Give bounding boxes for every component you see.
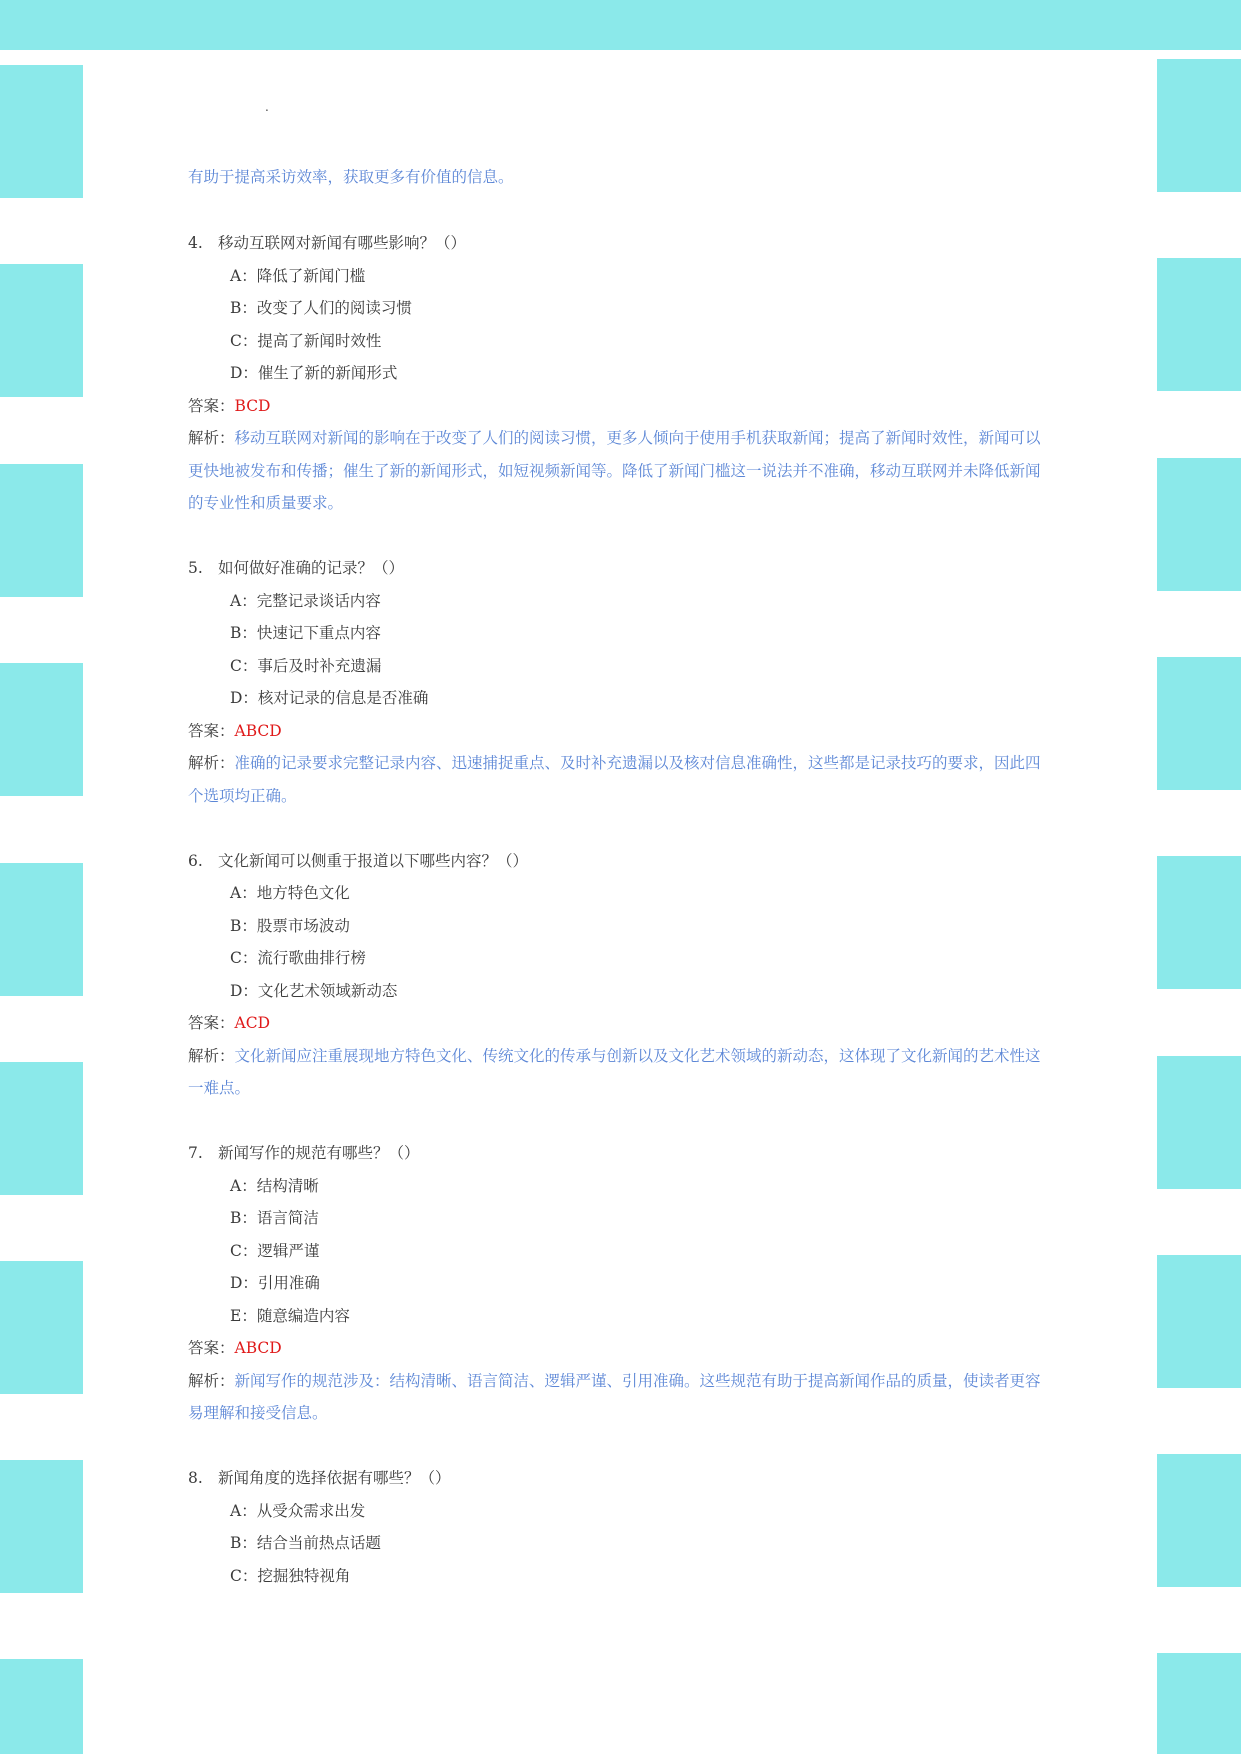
- question-text: 新闻角度的选择依据有哪些？（）: [218, 1469, 451, 1487]
- answer-label: 答案：: [188, 1014, 235, 1032]
- continuation-text: 有助于提高采访效率，获取更多有价值的信息。: [188, 168, 514, 186]
- left-decorative-tab: [0, 65, 83, 198]
- answer-label: 答案：: [188, 722, 235, 740]
- option-a: A：从受众需求出发: [230, 1502, 366, 1520]
- analysis-label: 解析：: [188, 1372, 235, 1390]
- analysis-text: 个选项均正确。: [188, 787, 297, 805]
- right-decorative-tab: [1157, 657, 1241, 790]
- analysis-label: 解析：: [188, 1047, 235, 1065]
- right-decorative-tab: [1157, 1255, 1241, 1388]
- option-c: C：提高了新闻时效性: [230, 332, 382, 350]
- left-decorative-tab: [0, 1659, 83, 1754]
- question-number: 8.: [188, 1469, 203, 1487]
- option-a: A：地方特色文化: [230, 884, 350, 902]
- option-a: A：降低了新闻门槛: [230, 267, 366, 285]
- answer-value: ACD: [234, 1014, 270, 1032]
- right-decorative-tab: [1157, 258, 1241, 391]
- answer-value: BCD: [234, 397, 271, 415]
- right-decorative-tab: [1157, 458, 1241, 591]
- right-decorative-tab: [1157, 1454, 1241, 1587]
- option-a: A：完整记录谈话内容: [230, 592, 381, 610]
- analysis-text: 准确的记录要求完整记录内容、迅速捕捉重点、及时补充遗漏以及核对信息准确性，这些都是记录技巧的要求，因此四: [234, 754, 1041, 772]
- analysis-line: [188, 1371, 1041, 1391]
- option-b: B：语言简洁: [230, 1209, 319, 1227]
- option-b: B：快速记下重点内容: [230, 624, 381, 642]
- question-number: 4.: [188, 234, 203, 252]
- option-a: A：结构清晰: [230, 1177, 319, 1195]
- option-d: D：核对记录的信息是否准确: [230, 689, 429, 707]
- question-7: [188, 1143, 420, 1163]
- analysis-text: 移动互联网对新闻的影响在于改变了人们的阅读习惯，更多人倾向于使用手机获取新闻；提高了新闻时效性，新闻可以: [234, 429, 1041, 447]
- header-dot: .: [265, 100, 269, 114]
- question-text: 新闻写作的规范有哪些？（）: [218, 1144, 420, 1162]
- question-4: [188, 233, 466, 253]
- option-d: D：文化艺术领域新动态: [230, 982, 398, 1000]
- question-number: 6.: [188, 852, 203, 870]
- option-d: D：催生了新的新闻形式: [230, 364, 398, 382]
- option-c: C：挖掘独特视角: [230, 1567, 351, 1585]
- option-c: C：事后及时补充遗漏: [230, 657, 382, 675]
- top-decorative-bar: [0, 0, 1241, 50]
- analysis-text: 新闻写作的规范涉及：结构清晰、语言简洁、逻辑严谨、引用准确。这些规范有助于提高新闻作品的质量，使读者更容: [234, 1372, 1041, 1390]
- question-text: 移动互联网对新闻有哪些影响？（）: [218, 234, 467, 252]
- answer-label: 答案：: [188, 397, 235, 415]
- question-5: [188, 558, 404, 578]
- answer-line: [188, 1013, 270, 1033]
- left-decorative-tab: [0, 863, 83, 996]
- question-text: 如何做好准确的记录？（）: [218, 559, 405, 577]
- answer-value: ABCD: [234, 722, 282, 740]
- question-number: 7.: [188, 1144, 203, 1162]
- analysis-label: 解析：: [188, 754, 235, 772]
- question-8: [188, 1468, 451, 1488]
- answer-label: 答案：: [188, 1339, 235, 1357]
- analysis-text: 易理解和接受信息。: [188, 1404, 328, 1422]
- answer-line: [188, 1338, 282, 1358]
- analysis-text: 更快地被发布和传播；催生了新的新闻形式，如短视频新闻等。降低了新闻门槛这一说法并不准确，移动互联网并未降低新闻: [188, 462, 1041, 480]
- analysis-line: [188, 1046, 1041, 1066]
- left-decorative-tab: [0, 1261, 83, 1394]
- right-decorative-tab: [1157, 59, 1241, 192]
- question-6: [188, 851, 528, 871]
- analysis-label: 解析：: [188, 429, 235, 447]
- answer-value: ABCD: [234, 1339, 282, 1357]
- option-b: B：股票市场波动: [230, 917, 350, 935]
- question-number: 5.: [188, 559, 203, 577]
- option-c: C：流行歌曲排行榜: [230, 949, 366, 967]
- right-decorative-tab: [1157, 1653, 1241, 1754]
- question-text: 文化新闻可以侧重于报道以下哪些内容？（）: [218, 852, 529, 870]
- analysis-line: [188, 753, 1041, 773]
- option-e: E：随意编造内容: [230, 1307, 350, 1325]
- left-decorative-tab: [0, 264, 83, 397]
- answer-line: [188, 721, 282, 741]
- left-decorative-tab: [0, 1062, 83, 1195]
- left-decorative-tab: [0, 464, 83, 597]
- right-decorative-tab: [1157, 1056, 1241, 1189]
- option-b: B：结合当前热点话题: [230, 1534, 381, 1552]
- left-decorative-tab: [0, 1460, 83, 1593]
- option-c: C：逻辑严谨: [230, 1242, 320, 1260]
- answer-line: [188, 396, 270, 416]
- analysis-text: 的专业性和质量要求。: [188, 494, 344, 512]
- option-b: B：改变了人们的阅读习惯: [230, 299, 412, 317]
- right-decorative-tab: [1157, 856, 1241, 989]
- analysis-text: 一难点。: [188, 1079, 251, 1097]
- left-decorative-tab: [0, 663, 83, 796]
- option-d: D：引用准确: [230, 1274, 320, 1292]
- analysis-text: 文化新闻应注重展现地方特色文化、传统文化的传承与创新以及文化艺术领域的新动态，这体现了文化新闻的艺术性这: [234, 1047, 1041, 1065]
- analysis-line: [188, 428, 1041, 448]
